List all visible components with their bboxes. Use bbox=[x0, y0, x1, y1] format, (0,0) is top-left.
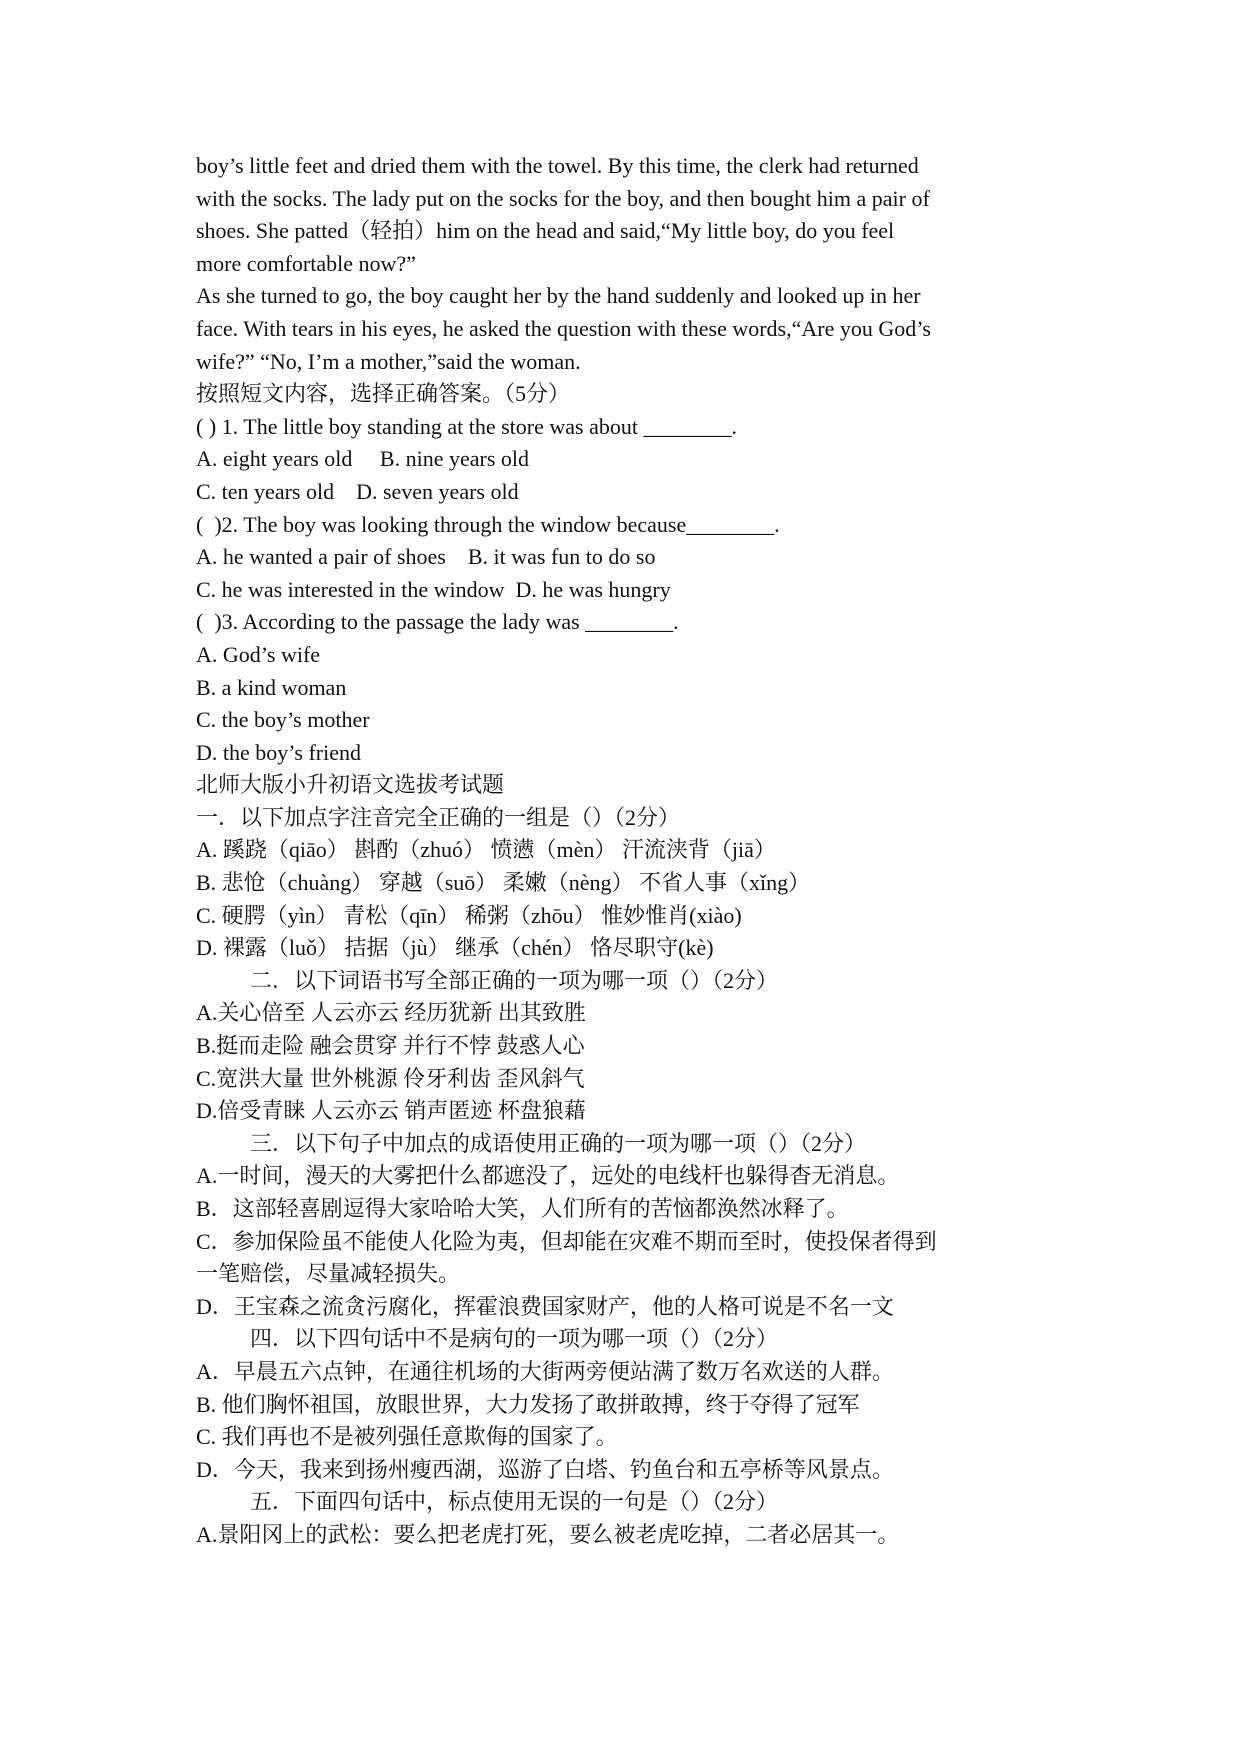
text-line: As she turned to go, the boy caught her by the hand suddenly and looked up in her bbox=[196, 283, 921, 309]
text-line: 一笔赔偿，尽量减轻损失。 bbox=[196, 1261, 461, 1287]
text-line: 北师大版小升初语文选拔考试题 bbox=[196, 772, 505, 798]
text-line: shoes. She patted（轻拍）him on the head and said,“My little boy, do you feel bbox=[196, 218, 895, 244]
text-line: A. 蹊跷（qiāo） 斟酌（zhuó） 愤懑（mèn） 汗流浃背（jiā） bbox=[196, 837, 776, 863]
text-line: 二．以下词语书写全部正确的一项为哪一项（）（2分） bbox=[250, 967, 779, 993]
text-line: 四．以下四句话中不是病句的一项为哪一项（）（2分） bbox=[250, 1326, 779, 1352]
text-line: D．王宝森之流贪污腐化，挥霍浪费国家财产，他的人格可说是不名一文 bbox=[196, 1293, 894, 1319]
text-line: C. he was interested in the window D. he was hungry bbox=[196, 576, 671, 602]
text-line: B. 悲怆（chuàng） 穿越（suō） 柔嫩（nèng） 不省人事（xǐng） bbox=[196, 870, 811, 896]
document-page bbox=[196, 150, 1096, 1552]
text-line: A. eight years old B. nine years old bbox=[196, 446, 529, 472]
text-line: A. God’s wife bbox=[196, 641, 321, 667]
text-line: 一．以下加点字注音完全正确的一组是（）（2分） bbox=[196, 804, 681, 830]
text-line: ( )2. The boy was looking through the window because________. bbox=[196, 511, 780, 537]
text-line: with the socks. The lady put on the socks for the boy, and then bought him a pair of bbox=[196, 185, 930, 211]
text-line: B．这部轻喜剧逗得大家哈哈大笑，人们所有的苦恼都涣然冰释了。 bbox=[196, 1196, 849, 1221]
text-line: B. a kind woman bbox=[196, 674, 347, 700]
text-line: wife?” “No, I’m a mother,”said the woman. bbox=[196, 348, 581, 374]
text-line: D．今天，我来到扬州瘦西湖，巡游了白塔、钓鱼台和五亭桥等风景点。 bbox=[196, 1456, 894, 1482]
text-line: ( )3. According to the passage the lady was ________. bbox=[196, 609, 679, 635]
text-line: C.宽洪大量 世外桃源 伶牙利齿 歪风斜气 bbox=[196, 1065, 585, 1091]
text-line: 按照短文内容，选择正确答案。（5分） bbox=[196, 381, 571, 407]
text-line: 五．下面四句话中，标点使用无误的一句是（）（2分） bbox=[250, 1489, 779, 1515]
text-line: D. the boy’s friend bbox=[196, 739, 361, 765]
text-line: ( ) 1. The little boy standing at the store was about ________. bbox=[196, 413, 737, 439]
text-line: C. 我们再也不是被列强任意欺侮的国家了。 bbox=[196, 1424, 618, 1450]
text-line: C．参加保险虽不能使人化险为夷，但却能在灾难不期而至时，使投保者得到 bbox=[196, 1228, 937, 1254]
text-line: A.关心倍至 人云亦云 经历犹新 出其致胜 bbox=[196, 1000, 586, 1026]
text-line: A.一时间，漫天的大雾把什么都遮没了，远处的电线杆也躲得杳无消息。 bbox=[196, 1163, 900, 1189]
text-line: more comfortable now?” bbox=[196, 250, 416, 276]
text-line: B.挺而走险 融会贯穿 并行不悖 鼓惑人心 bbox=[196, 1033, 585, 1059]
text-line: A．早晨五六点钟，在通往机场的大街两旁便站满了数万名欢送的人群。 bbox=[196, 1358, 894, 1384]
text-line: A.景阳冈上的武松：要么把老虎打死，要么被老虎吃掉，二者必居其一。 bbox=[196, 1521, 900, 1547]
text-line: A. he wanted a pair of shoes B. it was fun to do so bbox=[196, 544, 656, 570]
text-line: C. ten years old D. seven years old bbox=[196, 478, 519, 504]
text-line: face. With tears in his eyes, he asked the question with these words,“Are you God’s bbox=[196, 315, 931, 341]
text-line: C. 硬腭（yìn） 青松（qīn） 稀粥（zhōu） 惟妙惟肖(xiào) bbox=[196, 902, 742, 928]
text-line: boy’s little feet and dried them with the towel. By this time, the clerk had returned bbox=[196, 153, 919, 178]
text-line: 三．以下句子中加点的成语使用正确的一项为哪一项（）（2分） bbox=[250, 1130, 867, 1156]
text-line: C. the boy’s mother bbox=[196, 707, 370, 733]
text-line: D.倍受青睐 人云亦云 销声匿迹 杯盘狼藉 bbox=[196, 1098, 586, 1124]
text-line: B. 他们胸怀祖国，放眼世界，大力发扬了敢拼敢搏，终于夺得了冠军 bbox=[196, 1391, 860, 1417]
text-line: D. 裸露（luǒ） 拮据（jù） 继承（chén） 恪尽职守(kè) bbox=[196, 935, 714, 961]
